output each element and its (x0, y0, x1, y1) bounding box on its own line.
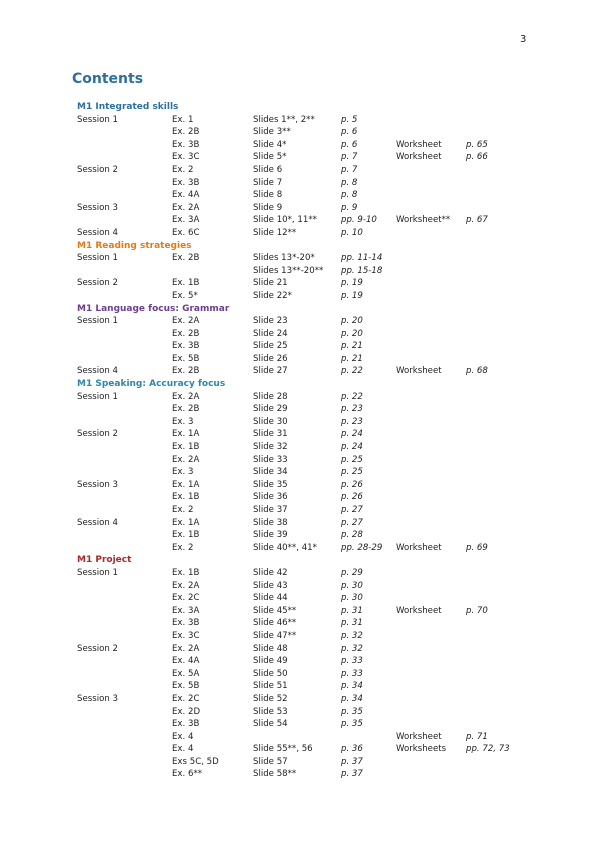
session-label: Session 2 (77, 643, 118, 654)
page-ref: p. 22 (341, 366, 363, 377)
toc-row (0, 768, 600, 781)
slide-label: Slide 35 (253, 479, 288, 490)
slide-label: Slide 46** (253, 618, 297, 629)
section-title: M1 Reading strategies (77, 240, 192, 251)
page-ref: p. 7 (341, 152, 358, 163)
page-ref: p. 10 (341, 227, 363, 238)
page-ref: p. 7 (341, 164, 358, 175)
page-ref: p. 25 (341, 454, 363, 465)
exercise-label: Ex. 2B (172, 253, 200, 264)
page-ref: p. 34 (341, 693, 363, 704)
page-ref: pp. 11-14 (341, 253, 383, 264)
exercise-label: Ex. 5B (172, 681, 200, 692)
toc-row (0, 164, 600, 177)
page-ref: p. 19 (341, 290, 363, 301)
slide-label: Slide 7 (253, 177, 283, 188)
exercise-label: Ex. 2B (172, 366, 200, 377)
section-heading (0, 240, 600, 253)
exercise-label: Ex. 1B (172, 442, 200, 453)
exercise-label: Ex. 2 (172, 542, 194, 553)
worksheet-label: Worksheet (396, 731, 442, 742)
toc-row (0, 416, 600, 429)
toc-row (0, 441, 600, 454)
section-heading (0, 554, 600, 567)
section-heading (0, 101, 600, 114)
page-ref: p. 21 (341, 341, 363, 352)
toc-row (0, 743, 600, 756)
session-label: Session 2 (77, 164, 118, 175)
session-label: Session 1 (77, 316, 118, 327)
worksheet-page-ref: p. 71 (466, 731, 488, 742)
toc-row (0, 315, 600, 328)
page-ref: p. 27 (341, 505, 363, 515)
slide-label: Slide 51 (253, 681, 288, 692)
worksheet-page-ref: p. 65 (466, 139, 488, 150)
slide-label: Slide 25 (253, 341, 288, 352)
toc-row (0, 630, 600, 643)
toc-row (0, 227, 600, 240)
exercise-label: Ex. 2A (172, 202, 200, 213)
session-label: Session 2 (77, 278, 118, 289)
worksheet-label: Worksheet (396, 152, 442, 163)
toc-row (0, 655, 600, 668)
toc-row (0, 718, 600, 731)
toc-row (0, 529, 600, 542)
session-label: Session 4 (77, 366, 118, 377)
worksheet-page-ref: p. 68 (466, 366, 488, 377)
page-ref: p. 32 (341, 643, 363, 654)
slide-label: Slide 52 (253, 693, 288, 704)
page-ref: pp. 9-10 (341, 215, 377, 226)
slide-label: Slides 13**-20** (253, 265, 324, 276)
slide-label: Slide 58** (253, 769, 297, 780)
slide-label: Slide 40**, 41* (253, 542, 317, 553)
page-ref: p. 36 (341, 744, 363, 755)
slide-label: Slides 1**, 2** (253, 114, 315, 125)
toc-row (0, 202, 600, 215)
exercise-label: Ex. 1B (172, 492, 200, 503)
exercise-label: Ex. 3 (172, 416, 194, 427)
worksheet-label: Worksheet (396, 605, 442, 616)
page-ref: p. 27 (341, 517, 363, 528)
section-heading (0, 378, 600, 391)
page-ref: p. 20 (341, 316, 363, 327)
exercise-label: Ex. 3A (172, 605, 200, 616)
worksheet-label: Worksheet** (396, 215, 451, 226)
exercise-label: Ex. 3B (172, 618, 200, 629)
page-ref: p. 24 (341, 429, 363, 440)
slide-label: Slide 27 (253, 366, 288, 377)
exercise-label: Ex. 2 (172, 505, 194, 515)
worksheet-label: Worksheet (396, 366, 442, 377)
toc-row (0, 466, 600, 479)
toc-row (0, 403, 600, 416)
section-title: M1 Project (77, 555, 132, 566)
slide-label: Slide 36 (253, 492, 288, 503)
exercise-label: Ex. 3 (172, 467, 194, 478)
slide-label: Slide 5* (253, 152, 287, 163)
toc-row (0, 479, 600, 492)
exercise-label: Ex. 2A (172, 316, 200, 327)
toc-row (0, 177, 600, 190)
slide-label: Slide 8 (253, 190, 283, 201)
page-ref: p. 33 (341, 656, 363, 667)
toc-row (0, 365, 600, 378)
exercise-label: Ex. 1B (172, 530, 200, 541)
slide-label: Slide 21 (253, 278, 288, 289)
session-label: Session 3 (77, 202, 118, 213)
page-ref: p. 9 (341, 202, 358, 213)
toc-row (0, 504, 600, 517)
exercise-label: Ex. 5* (172, 290, 198, 301)
slide-label: Slide 38 (253, 517, 288, 528)
page-ref: p. 6 (341, 127, 358, 138)
section-heading (0, 303, 600, 316)
exercise-label: Ex. 3C (172, 630, 200, 641)
toc-row (0, 277, 600, 290)
page-ref: p. 34 (341, 681, 363, 692)
toc-row (0, 328, 600, 341)
exercise-label: Ex. 5B (172, 353, 200, 364)
slide-label: Slides 13*-20* (253, 253, 315, 264)
slide-label: Slide 43 (253, 580, 288, 591)
toc-row (0, 454, 600, 467)
exercise-label: Ex. 4 (172, 744, 194, 755)
slide-label: Slide 42 (253, 567, 288, 578)
worksheet-label: Worksheet (396, 139, 442, 150)
toc-row (0, 265, 600, 278)
exercise-label: Ex. 3A (172, 215, 200, 226)
slide-label: Slide 53 (253, 706, 288, 717)
exercise-label: Ex. 2A (172, 643, 200, 654)
slide-label: Slide 28 (253, 391, 288, 402)
worksheet-page-ref: p. 70 (466, 605, 488, 616)
exercise-label: Ex. 3B (172, 139, 200, 150)
exercise-label: Ex. 3B (172, 719, 200, 730)
slide-label: Slide 50 (253, 668, 288, 679)
page-ref: p. 22 (341, 391, 363, 402)
exercise-label: Ex. 2A (172, 391, 200, 402)
session-label: Session 1 (77, 114, 118, 125)
page-ref: p. 8 (341, 177, 358, 188)
worksheet-label: Worksheets (396, 744, 447, 755)
page-ref: p. 19 (341, 278, 363, 289)
exercise-label: Ex. 1B (172, 567, 200, 578)
toc-row (0, 680, 600, 693)
exercise-label: Ex. 6C (172, 227, 200, 238)
toc-row (0, 706, 600, 719)
exercise-label: Ex. 3B (172, 341, 200, 352)
page-title: Contents (72, 71, 144, 87)
slide-label: Slide 33 (253, 454, 288, 465)
page-ref: p. 28 (341, 530, 363, 541)
session-label: Session 1 (77, 567, 118, 578)
toc-row (0, 580, 600, 593)
slide-label: Slide 12** (253, 227, 297, 238)
session-label: Session 1 (77, 391, 118, 402)
slide-label: Slide 31 (253, 429, 288, 440)
session-label: Session 4 (77, 227, 118, 238)
page-ref: p. 20 (341, 328, 363, 339)
slide-label: Slide 37 (253, 505, 288, 515)
slide-label: Slide 44 (253, 593, 288, 604)
slide-label: Slide 29 (253, 404, 288, 415)
exercise-label: Ex. 4A (172, 656, 200, 667)
session-label: Session 4 (77, 517, 118, 528)
page-ref: p. 6 (341, 139, 358, 150)
exercise-label: Exs 5C, 5D (172, 756, 219, 767)
page-ref: p. 30 (341, 580, 363, 591)
toc-row (0, 643, 600, 656)
toc-row (0, 617, 600, 630)
slide-label: Slide 47** (253, 630, 297, 641)
section-title: M1 Speaking: Accuracy focus (77, 379, 226, 390)
toc-row (0, 353, 600, 366)
page-ref: p. 35 (341, 706, 363, 717)
slide-label: Slide 54 (253, 719, 288, 730)
session-label: Session 3 (77, 693, 118, 704)
page-ref: p. 5 (341, 114, 358, 125)
slide-label: Slide 55**, 56 (253, 744, 313, 755)
exercise-label: Ex. 1A (172, 429, 200, 440)
page-ref: p. 31 (341, 605, 363, 616)
toc-row (0, 391, 600, 404)
slide-label: Slide 10*, 11** (253, 215, 317, 226)
exercise-label: Ex. 1A (172, 517, 200, 528)
toc-row (0, 214, 600, 227)
toc-row (0, 693, 600, 706)
toc-row (0, 756, 600, 769)
toc-row (0, 114, 600, 127)
page-ref: p. 31 (341, 618, 363, 629)
exercise-label: Ex. 2B (172, 127, 200, 138)
slide-label: Slide 39 (253, 530, 288, 541)
section-title: M1 Language focus: Grammar (77, 303, 230, 314)
toc-row (0, 428, 600, 441)
exercise-label: Ex. 2 (172, 164, 194, 175)
exercise-label: Ex. 2C (172, 593, 200, 604)
contents-table (0, 101, 600, 781)
page-number: 3 (520, 34, 527, 45)
page-ref: p. 29 (341, 567, 363, 578)
worksheet-page-ref: p. 67 (466, 215, 488, 226)
page-ref: p. 23 (341, 416, 363, 427)
session-label: Session 1 (77, 253, 118, 264)
exercise-label: Ex. 4 (172, 731, 194, 742)
page-ref: p. 35 (341, 719, 363, 730)
page-ref: p. 30 (341, 593, 363, 604)
slide-label: Slide 22* (253, 290, 292, 301)
exercise-label: Ex. 1B (172, 278, 200, 289)
toc-row (0, 290, 600, 303)
session-label: Session 2 (77, 429, 118, 440)
slide-label: Slide 49 (253, 656, 288, 667)
page-ref: p. 37 (341, 769, 363, 780)
worksheet-page-ref: pp. 72, 73 (466, 744, 510, 755)
slide-label: Slide 4* (253, 139, 287, 150)
slide-label: Slide 23 (253, 316, 288, 327)
page-ref: p. 25 (341, 467, 363, 478)
exercise-label: Ex. 2D (172, 706, 201, 717)
worksheet-label: Worksheet (396, 542, 442, 553)
page-ref: p. 32 (341, 630, 363, 641)
page-ref: p. 26 (341, 479, 363, 490)
slide-label: Slide 3** (253, 127, 291, 138)
page-ref: p. 26 (341, 492, 363, 503)
toc-row (0, 189, 600, 202)
slide-label: Slide 34 (253, 467, 288, 478)
toc-row (0, 491, 600, 504)
page-ref: pp. 28-29 (341, 542, 383, 553)
page-ref: pp. 15-18 (341, 265, 383, 276)
page-ref: p. 23 (341, 404, 363, 415)
page-ref: p. 37 (341, 756, 363, 767)
exercise-label: Ex. 2B (172, 328, 200, 339)
exercise-label: Ex. 2C (172, 693, 200, 704)
slide-label: Slide 24 (253, 328, 288, 339)
slide-label: Slide 26 (253, 353, 288, 364)
worksheet-page-ref: p. 66 (466, 152, 488, 163)
exercise-label: Ex. 1 (172, 114, 194, 125)
page-ref: p. 8 (341, 190, 358, 201)
toc-row (0, 731, 600, 744)
toc-row (0, 567, 600, 580)
exercise-label: Ex. 2B (172, 404, 200, 415)
toc-row (0, 592, 600, 605)
toc-row (0, 252, 600, 265)
page-ref: p. 33 (341, 668, 363, 679)
toc-row (0, 126, 600, 139)
slide-label: Slide 45** (253, 605, 297, 616)
exercise-label: Ex. 5A (172, 668, 200, 679)
exercise-label: Ex. 1A (172, 479, 200, 490)
slide-label: Slide 32 (253, 442, 288, 453)
exercise-label: Ex. 4A (172, 190, 200, 201)
slide-label: Slide 6 (253, 164, 283, 175)
exercise-label: Ex. 2A (172, 580, 200, 591)
page-ref: p. 24 (341, 442, 363, 453)
exercise-label: Ex. 3B (172, 177, 200, 188)
toc-row (0, 517, 600, 530)
exercise-label: Ex. 3C (172, 152, 200, 163)
toc-row (0, 151, 600, 164)
toc-row (0, 542, 600, 555)
section-title: M1 Integrated skills (77, 102, 179, 112)
exercise-label: Ex. 2A (172, 454, 200, 465)
toc-row (0, 605, 600, 618)
toc-row (0, 668, 600, 681)
worksheet-page-ref: p. 69 (466, 542, 488, 553)
session-label: Session 3 (77, 479, 118, 490)
toc-row (0, 340, 600, 353)
slide-label: Slide 30 (253, 416, 288, 427)
slide-label: Slide 57 (253, 756, 288, 767)
exercise-label: Ex. 6** (172, 769, 203, 780)
page-ref: p. 21 (341, 353, 363, 364)
toc-row (0, 139, 600, 152)
slide-label: Slide 48 (253, 643, 288, 654)
slide-label: Slide 9 (253, 202, 283, 213)
